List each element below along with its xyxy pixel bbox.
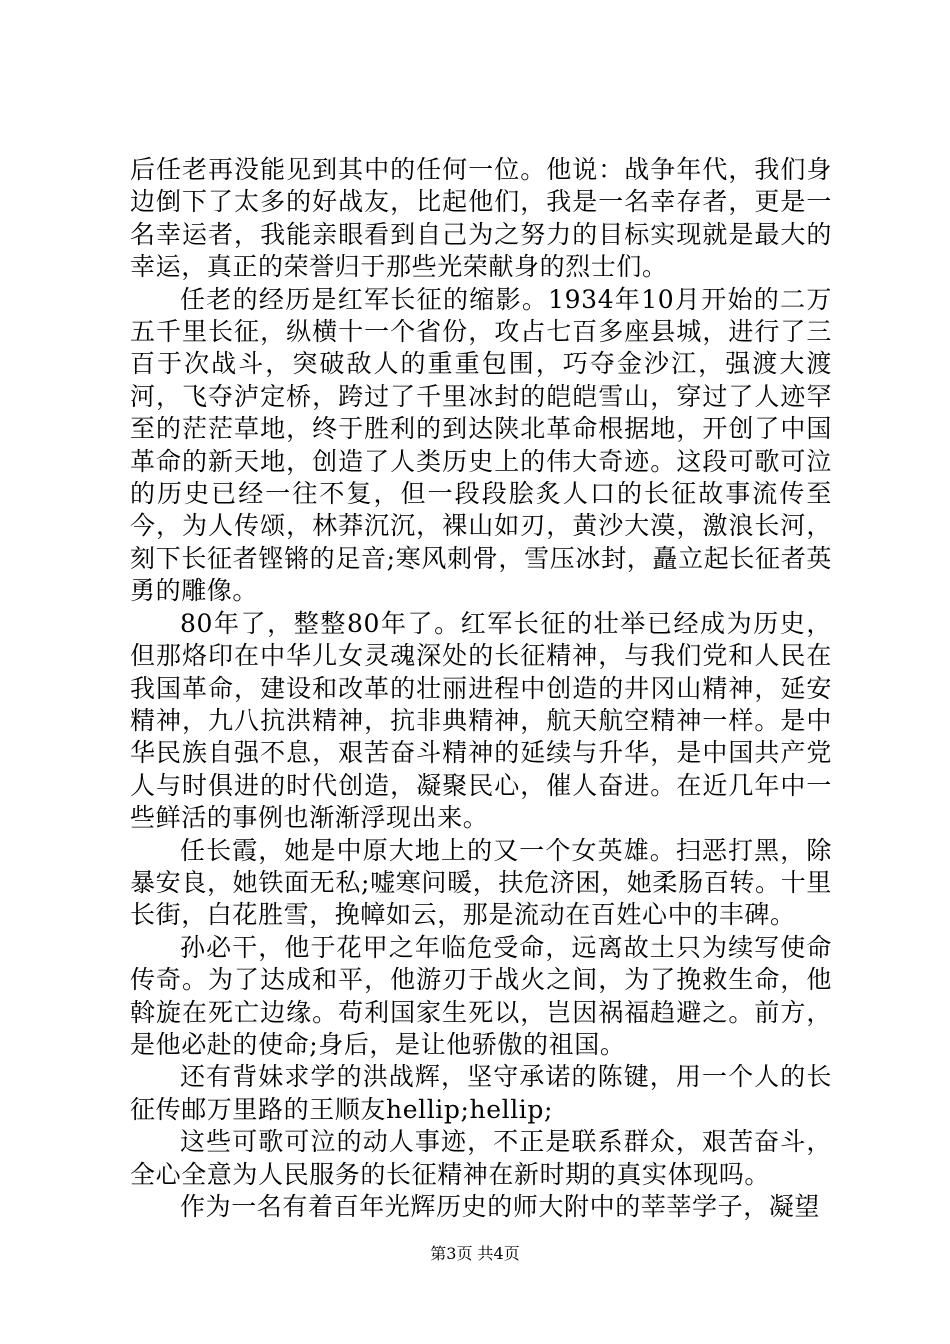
paragraph-8: 作为一名有着百年光辉历史的师大附中的莘莘学子，凝望: [180, 1192, 821, 1221]
paragraph-5: 孙必干，他于花甲之年临危受命，远离故土只为续写使命传奇。为了达成和平，他游刃于战火之间，为了挽救生命，他斡旋在死亡边缘。苟利国家生死以，岂因祸福趋避之。前方，是他必赴的使命;身后，是让他骄傲的祖国。: [130, 932, 832, 1059]
paragraph-6: 还有背妹求学的洪战辉，坚守承诺的陈键，用一个人的长征传邮万里路的王顺友hellip;hellip;: [130, 1062, 832, 1124]
paragraph-1: 后任老再没能见到其中的任何一位。他说：战争年代，我们身边倒下了太多的好战友，比起他们，我是一名幸存者，更是一名幸运者，我能亲眼看到自己为之努力的目标实现就是最大的幸运，真正的荣誉归于那些光荣献身的烈士们。: [130, 155, 832, 282]
paragraph-2: 任老的经历是红军长征的缩影。1934年10月开始的二万五千里长征，纵横十一个省份，攻占七百多座县城，进行了三百于次战斗，突破敌人的重重包围，巧夺金沙江，强渡大渡河，飞夺泸定桥，跨过了千里冰封的皑皑雪山，穿过了人迹罕至的茫茫草地，终于胜利的到达陕北革命根据地，开创了中国革命的新天地，创造了人类历史上的伟大奇迹。这段可歌可泣的历史已经一往不复，但一段段脍炙人口的长征故事流传至今，为人传颂，林莽沉沉，裸山如刃，黄沙大漠，激浪长河，刻下长征者铿锵的足音;寒风刺骨，雪压冰封，矗立起长征者英勇的雕像。: [130, 284, 832, 606]
paragraph-3: 80年了，整整80年了。红军长征的壮举已经成为历史，但那烙印在中华儿女灵魂深处的长征精神，与我们党和人民在我国革命，建设和改革的壮丽进程中创造的井冈山精神，延安精神，九八抗洪精神，抗非典精神，航天航空精神一样。是中华民族自强不息，艰苦奋斗精神的延续与升华，是中国共产党人与时俱进的时代创造，凝聚民心，催人奋进。在近几年中一些鲜活的事例也渐渐浮现出来。: [130, 608, 832, 833]
page-footer: [0, 1244, 950, 1264]
document-body: [130, 154, 832, 1223]
paragraph-4: 任长霞，她是中原大地上的又一个女英雄。扫恶打黑，除暴安良，她铁面无私;嘘寒问暖，扶危济困，她柔肠百转。十里长街，白花胜雪，挽幛如云，那是流动在百姓心中的丰碑。: [130, 835, 832, 930]
paragraph-7: 这些可歌可泣的动人事迹，不正是联系群众，艰苦奋斗，全心全意为人民服务的长征精神在新时期的真实体现吗。: [130, 1127, 832, 1189]
page-number-label: 第3页 共4页: [430, 1244, 520, 1263]
